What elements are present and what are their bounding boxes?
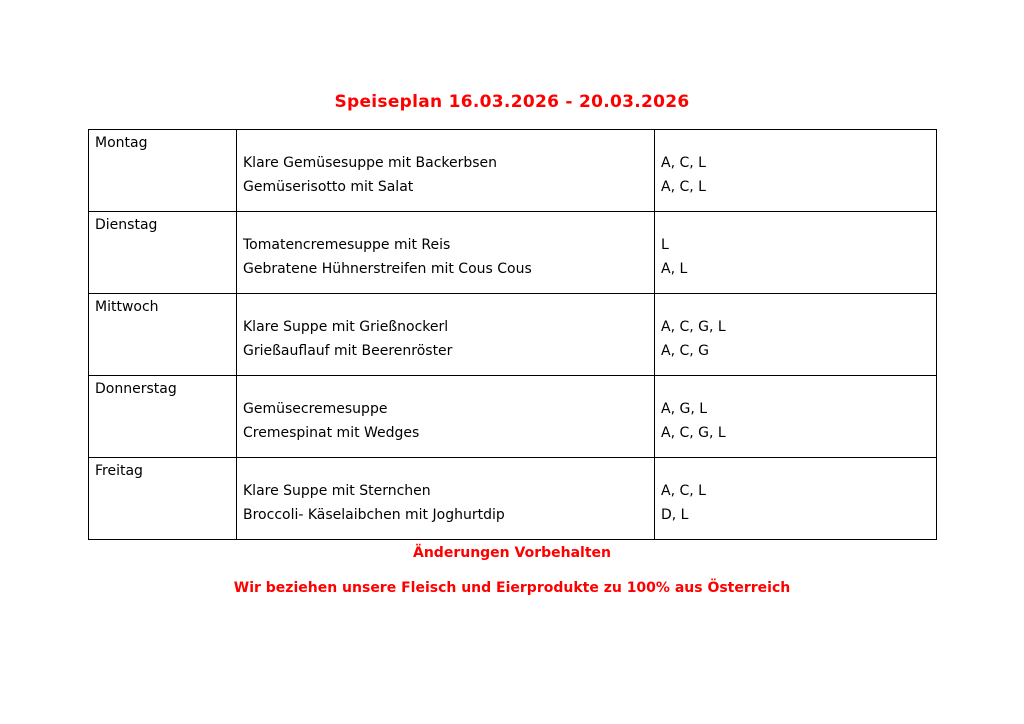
soup-allergens: L [661,237,669,253]
table-row [89,294,937,376]
soup-allergens: A, C, L [661,155,706,171]
soup-item: Klare Suppe mit Sternchen [243,483,431,499]
allergens-cell [655,458,937,540]
main-dish-allergens: A, C, L [661,179,706,195]
day-cell [89,376,237,458]
meals-cell [237,130,655,212]
soup-allergens: A, C, G, L [661,319,726,335]
changes-reserved-note: Änderungen Vorbehalten [413,545,611,561]
main-dish-item: Gemüserisotto mit Salat [243,179,414,195]
day-label: Freitag [95,463,143,479]
soup-allergens: A, C, L [661,483,706,499]
meals-cell [237,458,655,540]
main-dish-allergens: D, L [661,507,689,523]
main-dish-item: Broccoli- Käselaibchen mit Joghurtdip [243,507,505,523]
main-dish-item: Cremespinat mit Wedges [243,425,420,441]
soup-allergens: A, G, L [661,401,708,417]
meals-cell [237,212,655,294]
table-row [89,458,937,540]
soup-item: Gemüsecremesuppe [243,401,388,417]
allergens-cell [655,294,937,376]
day-cell [89,458,237,540]
menu-table [88,129,937,540]
day-cell [89,212,237,294]
allergens-cell [655,130,937,212]
main-dish-allergens: A, L [661,261,688,277]
table-row [89,130,937,212]
main-dish-item: Gebratene Hühnerstreifen mit Cous Cous [243,261,532,277]
day-label: Donnerstag [95,381,177,397]
day-cell [89,294,237,376]
meals-cell [237,294,655,376]
main-dish-allergens: A, C, G, L [661,425,726,441]
table-row [89,212,937,294]
origin-note: Wir beziehen unsere Fleisch und Eierprodukte zu 100% aus Österreich [233,580,791,596]
day-label: Dienstag [95,217,158,233]
allergens-cell [655,212,937,294]
main-dish-allergens: A, C, G [661,343,710,359]
day-cell [89,130,237,212]
soup-item: Klare Gemüsesuppe mit Backerbsen [243,155,498,171]
soup-item: Tomatencremesuppe mit Reis [243,237,451,253]
soup-item: Klare Suppe mit Grießnockerl [243,319,449,335]
allergens-cell [655,376,937,458]
day-label: Mittwoch [95,299,159,315]
table-row [89,376,937,458]
day-label: Montag [95,135,148,151]
page-title: Speiseplan 16.03.2026 - 20.03.2026 [334,92,690,112]
meals-cell [237,376,655,458]
main-dish-item: Grießauflauf mit Beerenröster [243,343,453,359]
